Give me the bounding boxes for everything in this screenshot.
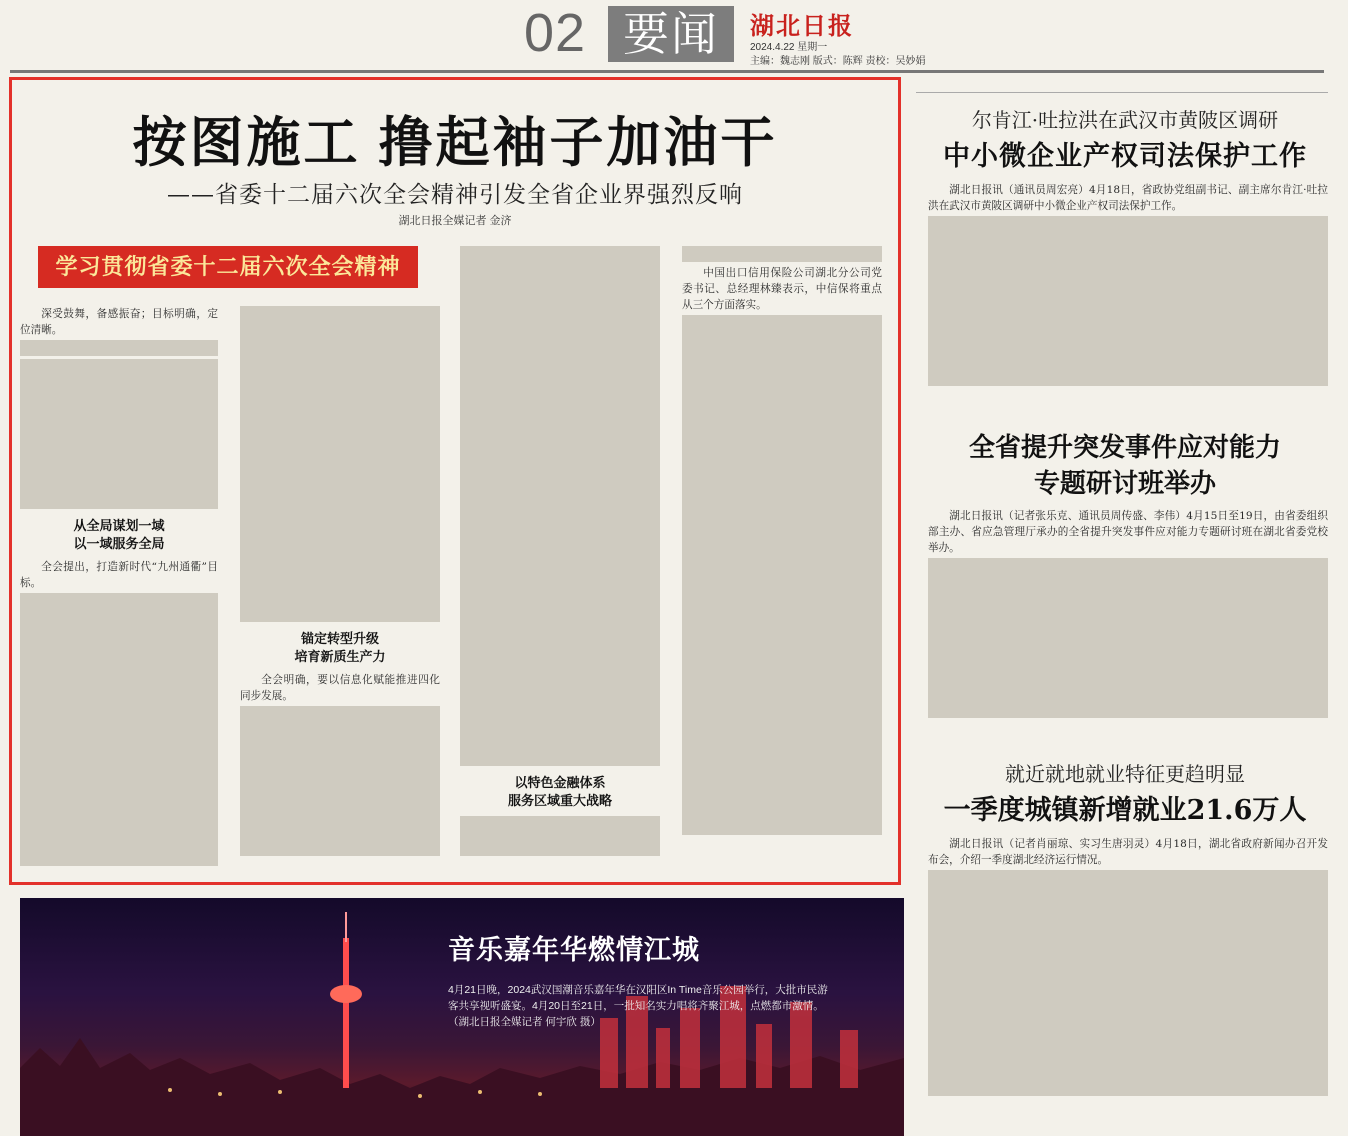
lead-column-2 (240, 306, 440, 866)
story1-headline: 中小微企业产权司法保护工作 (943, 141, 1307, 172)
lead-subhead: ——省委十二届六次全会精神引发全省企业界强烈反响 (167, 182, 743, 208)
photo-caption: 4月21日晚，2024武汉国潮音乐嘉年华在汉阳区In Time音乐公园举行，大批市民游客共享视听盛宴。4月20日至21日，一批知名实力唱将齐聚江城，点燃都市激情。（湖北日报全媒记者 何宇欣 摄） (448, 984, 828, 1028)
placeholder-text-block (460, 816, 660, 856)
editor-credits: 主编：魏志刚 版式：陈辉 责校：吴妙娟 (750, 56, 926, 67)
lead-subheading-2: 锚定转型升级 培育新质生产力 (294, 631, 386, 664)
article-paragraph: 深受鼓舞，备感振奋；目标明确，定位清晰。 (20, 308, 218, 336)
theme-banner: 学习贯彻省委十二届六次全会精神 (38, 246, 418, 288)
story2-headline: 全省提升突发事件应对能力 专题研讨班举办 (968, 433, 1281, 499)
lead-subheading-3: 以特色金融体系 服务区域重大战略 (507, 775, 612, 808)
masthead-rule (10, 70, 1324, 73)
tv-tower-icon (330, 912, 362, 1088)
article-paragraph: 湖北日报讯（记者张乐克、通讯员周传盛、李伟）4月15日至19日，由省委组织部主办、省应急管理厅承办的全省提升突发事件应对能力专题研讨班在湖北省委党校举办。 (928, 510, 1328, 554)
article-paragraph: 湖北日报讯（记者肖丽琼、实习生唐羽灵）4月18日，湖北省政府新闻办召开发布会，介绍一季度湖北经济运行情况。 (928, 838, 1328, 866)
article-paragraph: 湖北日报讯（通讯员周宏亮）4月18日，省政协党组副书记、副主席尔肯江·吐拉洪在武汉市黄陂区调研中小微企业产权司法保护工作。 (928, 184, 1328, 212)
photo-title: 音乐嘉年华燃情江城 (448, 935, 700, 966)
article-paragraph: 全会提出，打造新时代“九州通衢”目标。 (20, 561, 218, 589)
placeholder-text-block (240, 306, 440, 622)
lead-column-4 (682, 246, 882, 866)
story3-body (928, 836, 1328, 1126)
story1-kicker: 尔肯江·吐拉洪在武汉市黄陂区调研 (971, 108, 1279, 132)
placeholder-text-block (928, 870, 1328, 1096)
placeholder-text-block (928, 216, 1328, 386)
placeholder-text-block (682, 246, 882, 262)
story3-headline: 一季度城镇新增就业21.6万人 (943, 795, 1307, 826)
story2-body (928, 508, 1328, 734)
issue-date: 2024.4.22 星期一 (750, 42, 828, 53)
lead-column-1 (20, 306, 218, 866)
placeholder-text-block (20, 593, 218, 866)
lead-column-3 (460, 246, 660, 866)
placeholder-text-block (20, 359, 218, 509)
lead-subheading-1: 从全局谋划一域 以一域服务全局 (73, 518, 165, 551)
placeholder-text-block (682, 315, 882, 835)
lead-byline: 湖北日报全媒记者 金济 (398, 215, 512, 227)
article-paragraph: 中国出口信用保险公司湖北分公司党委书记、总经理林臻表示，中信保将重点从三个方面落实。 (682, 267, 882, 311)
placeholder-text-block (20, 340, 218, 356)
lead-headline: 按图施工 撸起袖子加油干 (132, 113, 778, 173)
placeholder-text-block (460, 246, 660, 766)
placeholder-text-block (928, 558, 1328, 718)
section-label: 要闻 (608, 6, 734, 62)
page-number: 02 (524, 3, 587, 63)
right-rail-divider (916, 92, 1328, 93)
placeholder-text-block (240, 706, 440, 856)
article-paragraph: 全会明确，要以信息化赋能推进四化同步发展。 (240, 674, 440, 702)
story1-body (928, 182, 1328, 406)
newspaper-logo: 湖北日报 (750, 11, 854, 40)
story3-kicker: 就近就地就业特征更趋明显 (1005, 762, 1245, 786)
